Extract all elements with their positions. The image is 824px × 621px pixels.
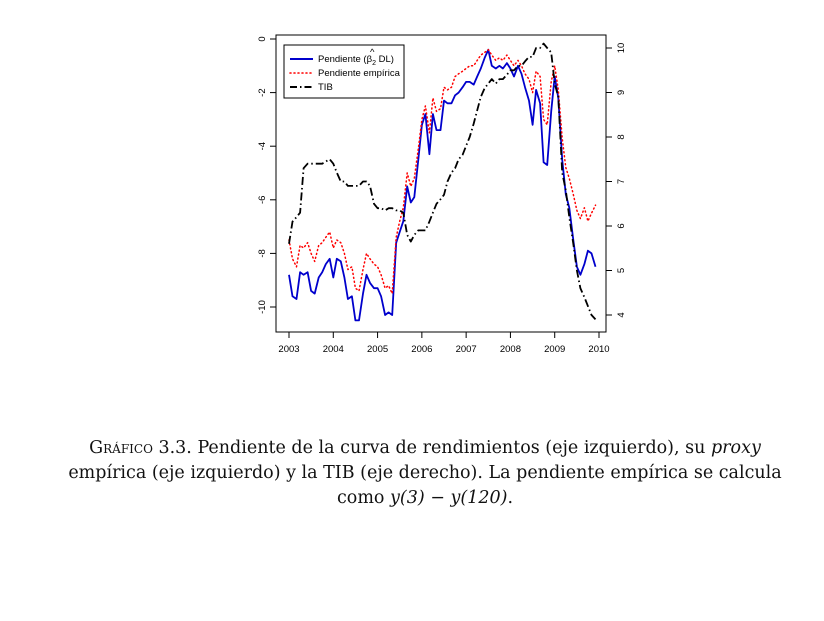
caption-text-1: Pendiente de la curva de rendimientos (eje izquierdo), su xyxy=(191,438,711,458)
y-right-tick-label: 8 xyxy=(616,134,627,140)
y-right-tick-label: 4 xyxy=(616,312,627,318)
x-tick-label: 2009 xyxy=(544,344,566,355)
legend-tib-label: TIB xyxy=(318,82,333,93)
caption-proxy: proxy xyxy=(710,438,761,458)
figure-caption xyxy=(60,436,790,511)
legend-pendiente-label: Pendiente ($\beta_2$ DL) xyxy=(318,54,394,67)
x-tick-label: 2010 xyxy=(588,344,610,355)
y-right-tick-label: 10 xyxy=(616,42,627,54)
caption-text-2: empírica (eje izquierdo) y la TIB (eje derecho). La pendiente empírica se calcula como xyxy=(68,463,782,508)
legend xyxy=(284,45,404,98)
x-tick-label: 2006 xyxy=(411,344,433,355)
x-tick-label: 2003 xyxy=(278,344,300,355)
y-right-tick-label: 6 xyxy=(616,223,627,229)
x-tick-label: 2007 xyxy=(455,344,477,355)
x-tick-label: 2008 xyxy=(499,344,521,355)
y-right-tick-label: 7 xyxy=(616,178,627,185)
legend-empirica-label: Pendiente empírica xyxy=(318,68,400,79)
y-left-tick-label: -8 xyxy=(257,249,268,258)
y-left-tick-label: -2 xyxy=(257,88,268,97)
y-left-tick-label: 0 xyxy=(257,36,268,42)
y-left-tick-label: -6 xyxy=(257,195,268,205)
x-tick-label: 2004 xyxy=(322,344,344,355)
legend-pendiente-hat: ^ xyxy=(370,47,375,58)
caption-text-3: . xyxy=(507,488,514,508)
y-left-tick-label: -4 xyxy=(257,141,268,151)
x-tick-label: 2005 xyxy=(367,344,389,355)
y-right-tick-label: 5 xyxy=(616,267,627,274)
caption-formula: y(3) − y(120) xyxy=(390,488,508,508)
y-left-tick-label: -10 xyxy=(257,300,268,314)
caption-label: Gráfico 3.3. xyxy=(89,438,192,458)
y-right-tick-label: 9 xyxy=(616,89,627,96)
